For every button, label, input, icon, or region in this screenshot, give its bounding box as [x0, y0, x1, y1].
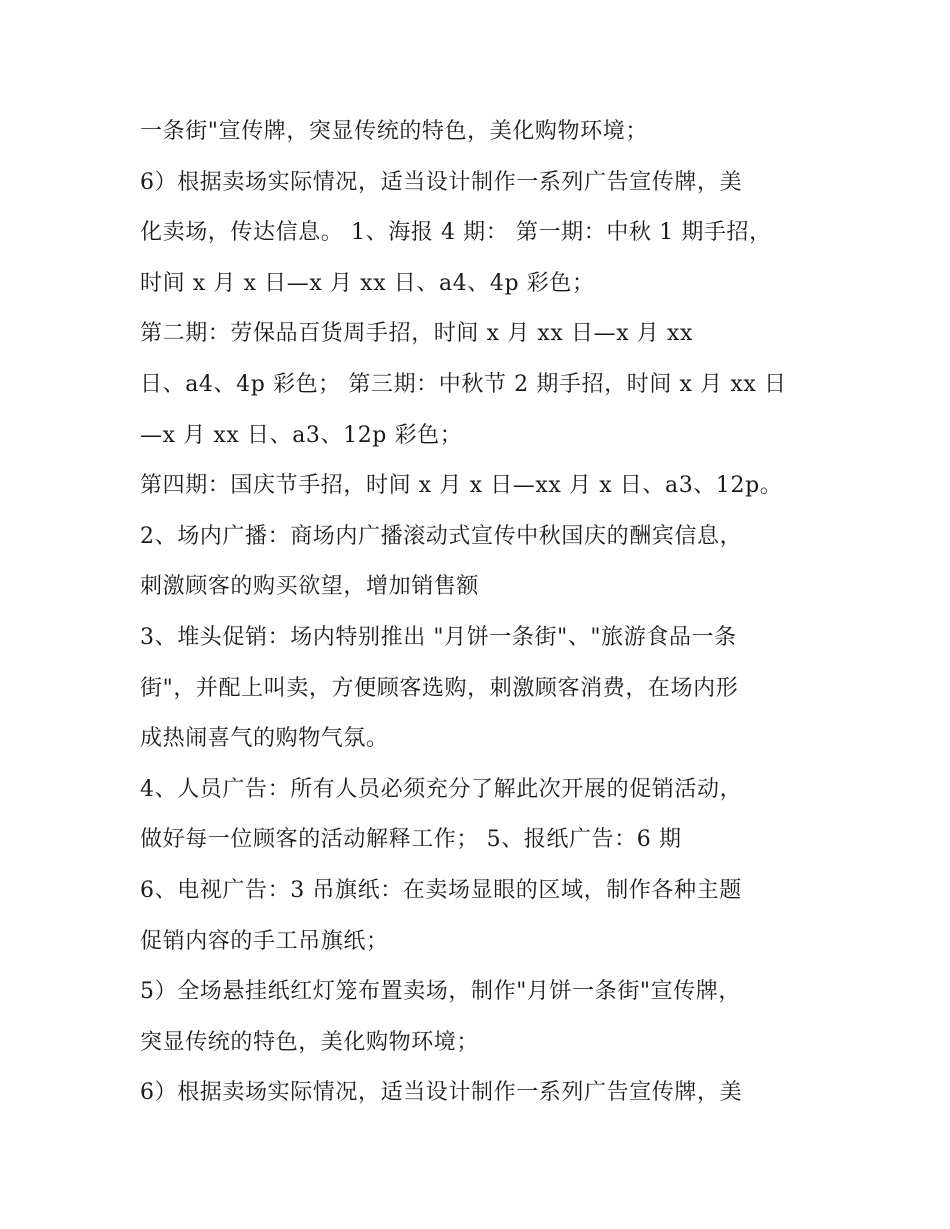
text-line: 促销内容的手工吊旗纸；: [140, 928, 389, 954]
document-body: [140, 107, 820, 1119]
text-line: 第二期：劳保品百货周手招，时间 x 月 xx 日—x 月 xx: [140, 321, 694, 347]
text-line: —x 月 xx 日、a3、12p 彩色；: [140, 422, 463, 448]
text-line: 4、人员广告：所有人员必须充分了解此次开展的促销活动，: [140, 776, 743, 802]
text-line: 突显传统的特色，美化购物环境；: [140, 1029, 480, 1055]
text-line: 5）全场悬挂纸红灯笼布置卖场，制作"月饼一条街"宣传牌，: [140, 979, 742, 1005]
text-line: 2、场内广播：商场内广播滚动式宣传中秋国庆的酬宾信息，: [140, 523, 743, 549]
text-line: 6、电视广告：3 吊旗纸：在卖场显眼的区域，制作各种主题: [140, 877, 742, 903]
text-line: 化卖场，传达信息。 1、海报 4 期： 第一期：中秋 1 期手招，: [140, 220, 772, 246]
text-line: 刺激顾客的购买欲望，增加销售额: [140, 574, 480, 600]
text-line: 3、堆头促销：场内特别推出 "月饼一条街"、"旅游食品一条: [140, 624, 737, 650]
text-line: 时间 x 月 x 日—x 月 xx 日、a4、4p 彩色；: [140, 270, 595, 296]
text-line: 一条街"宣传牌，突显传统的特色，美化购物环境；: [140, 119, 648, 144]
text-line: 日、a4、4p 彩色； 第三期：中秋节 2 期手招，时间 x 月 xx 日: [140, 371, 787, 397]
text-line: 6）根据卖场实际情况，适当设计制作一系列广告宣传牌，美: [140, 1080, 743, 1106]
text-line: 做好每一位顾客的活动解释工作； 5、报纸广告：6 期: [140, 827, 682, 853]
text-line: 街"，并配上叫卖，方便顾客选购，刺激顾客消费，在场内形: [140, 675, 739, 701]
text-line: 第四期：国庆节手招，时间 x 月 x 日—xx 月 x 日、a3、12p。: [140, 473, 783, 499]
text-line: 成热闹喜气的购物气氛。: [140, 726, 389, 752]
text-line: 6）根据卖场实际情况，适当设计制作一系列广告宣传牌，美: [140, 169, 743, 195]
